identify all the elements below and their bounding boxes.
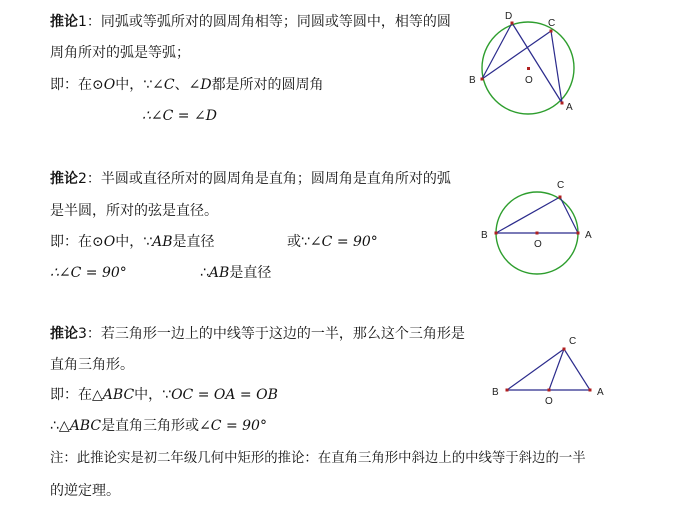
label-c: C — [569, 336, 577, 347]
theorem-1-text-1: 同弧或等弧所对的圆周角相等；同圆或等圆中，相等的圆 — [100, 14, 451, 30]
proof-3-mid: 中，∵ — [134, 387, 172, 403]
label-o: O — [545, 396, 553, 407]
point-b — [506, 389, 509, 392]
theorem-2-text-1: 半圆或直径所对的圆周角是直角；圆周角是直角所对的弧 — [100, 171, 451, 187]
point-o — [527, 67, 530, 70]
figure-1 — [469, 11, 574, 114]
segment-ab: AB — [208, 265, 230, 281]
point-c — [550, 30, 553, 33]
figure-3 — [492, 336, 604, 407]
therefore-symbol: ∴ — [200, 265, 209, 281]
label-d: D — [505, 11, 513, 22]
point-a — [589, 389, 592, 392]
triangle-abc: ABC — [102, 387, 135, 403]
triangle-abc: ABC — [69, 418, 102, 434]
concl-mid: 是直角三角形或 — [101, 418, 200, 434]
circle-symbol: ⊙ — [92, 77, 104, 93]
figure-2 — [481, 180, 592, 274]
segment-ab: AB — [152, 234, 173, 250]
label-a: A — [566, 102, 573, 113]
point-a — [561, 102, 564, 105]
proof-1-mid: 中，∵ — [115, 77, 153, 93]
point-o — [548, 389, 551, 392]
theorem-3-text-1: 若三角形一边上的中线等于这边的一半，那么这个三角形是 — [100, 326, 465, 342]
concl-suffix: 是直径 — [229, 265, 272, 281]
label-b: B — [492, 387, 499, 398]
separator: 、 — [174, 77, 189, 93]
proof-2-mid: 中，∵ — [115, 234, 153, 250]
note-line2: 的逆定理。 — [50, 483, 120, 499]
side-ca — [564, 349, 590, 390]
label-c: C — [548, 18, 556, 29]
point-c — [559, 196, 562, 199]
label-b: B — [469, 75, 476, 86]
point-b — [495, 232, 498, 235]
proof-2-suffix: 是直径 — [172, 234, 215, 250]
theorem-2-conclusion-left: ∴∠C = 90° — [50, 265, 127, 281]
theorem-1-text-2: 周角所对的弧是等弧； — [50, 45, 190, 61]
proof-2-prefix: 即：在 — [50, 234, 92, 250]
proof-3-expr: OC = OA = OB — [171, 387, 278, 403]
theorem-2-heading: 推论 — [50, 171, 78, 187]
point-a — [577, 232, 580, 235]
circle-name: O — [103, 77, 116, 93]
chord-da — [512, 23, 562, 103]
proof-1-prefix: 即：在 — [50, 77, 92, 93]
chord-bd — [482, 23, 512, 79]
label-a: A — [585, 230, 592, 241]
label-b: B — [481, 230, 488, 241]
theorem-1-conclusion: ∴∠C = ∠D — [142, 108, 217, 124]
circle-symbol: ⊙ — [92, 234, 104, 250]
note-line1: 注：此推论实是初二年级几何中矩形的推论：在直角三角形中斜边上的中线等于斜边的一半 — [50, 451, 586, 466]
chord-ca — [551, 31, 562, 103]
point-o — [536, 232, 539, 235]
label-a: A — [597, 387, 604, 398]
proof-1-suffix: 都是所对的圆周角 — [211, 77, 324, 93]
angle-c: ∠C — [152, 77, 175, 93]
label-c: C — [557, 180, 565, 191]
theorem-3-text-2: 直角三角形。 — [50, 357, 134, 373]
side-bc — [507, 349, 564, 390]
theorem-2-number: 2： — [78, 171, 101, 187]
chord-ca — [560, 197, 578, 233]
chord-bc — [496, 197, 560, 233]
theorem-1-heading: 推论 — [50, 14, 78, 30]
point-b — [481, 78, 484, 81]
alt-expr: ∠C = 90° — [309, 234, 378, 250]
theorem-1-number: 1： — [78, 14, 101, 30]
proof-3-prefix: 即：在△ — [50, 387, 103, 403]
circle-name: O — [103, 234, 116, 250]
point-c — [563, 348, 566, 351]
label-o: O — [525, 75, 533, 86]
alt-prefix: 或∵ — [287, 234, 310, 250]
concl-prefix: ∴△ — [50, 418, 70, 434]
label-o: O — [534, 239, 542, 250]
concl-expr: ∠C = 90° — [199, 418, 267, 434]
median-oc — [549, 349, 564, 390]
theorem-2-text-2: 是半圆，所对的弦是直径。 — [50, 203, 218, 219]
theorem-3-heading: 推论 — [50, 326, 78, 342]
angle-d: ∠D — [188, 77, 212, 93]
theorem-3-number: 3： — [78, 326, 101, 342]
